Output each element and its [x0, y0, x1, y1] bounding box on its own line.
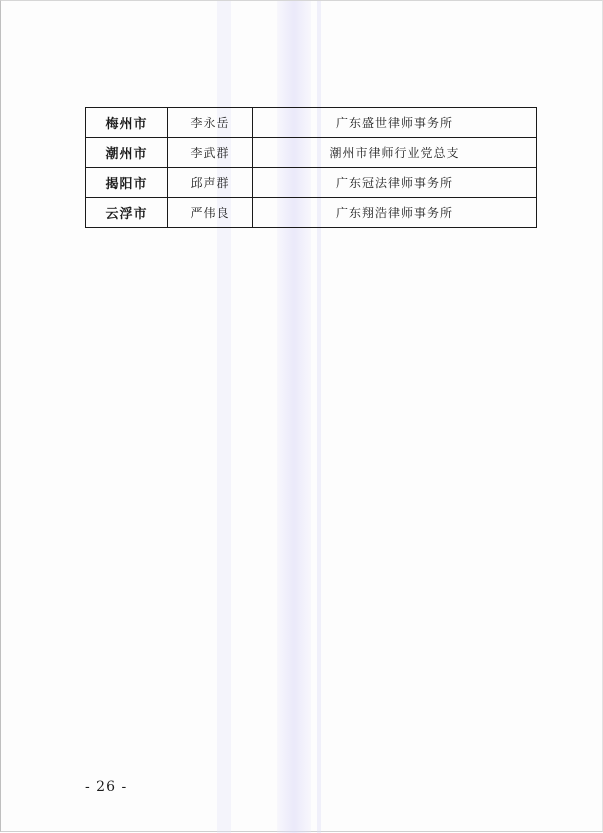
table-row	[86, 168, 537, 198]
person-cell: 李永岳	[168, 108, 253, 138]
organization-cell: 广东冠法律师事务所	[253, 168, 537, 198]
table-row	[86, 108, 537, 138]
person-cell: 严伟良	[168, 198, 253, 228]
table-row	[86, 138, 537, 168]
person-cell: 李武群	[168, 138, 253, 168]
city-cell: 梅州市	[86, 108, 168, 138]
city-cell: 揭阳市	[86, 168, 168, 198]
organization-cell: 广东翔浩律师事务所	[253, 198, 537, 228]
organization-cell: 广东盛世律师事务所	[253, 108, 537, 138]
page-number: - 26 -	[85, 779, 128, 795]
roster-table	[85, 107, 537, 228]
organization-cell: 潮州市律师行业党总支	[253, 138, 537, 168]
city-cell: 潮州市	[86, 138, 168, 168]
person-cell: 邱声群	[168, 168, 253, 198]
table-row	[86, 198, 537, 228]
city-cell: 云浮市	[86, 198, 168, 228]
